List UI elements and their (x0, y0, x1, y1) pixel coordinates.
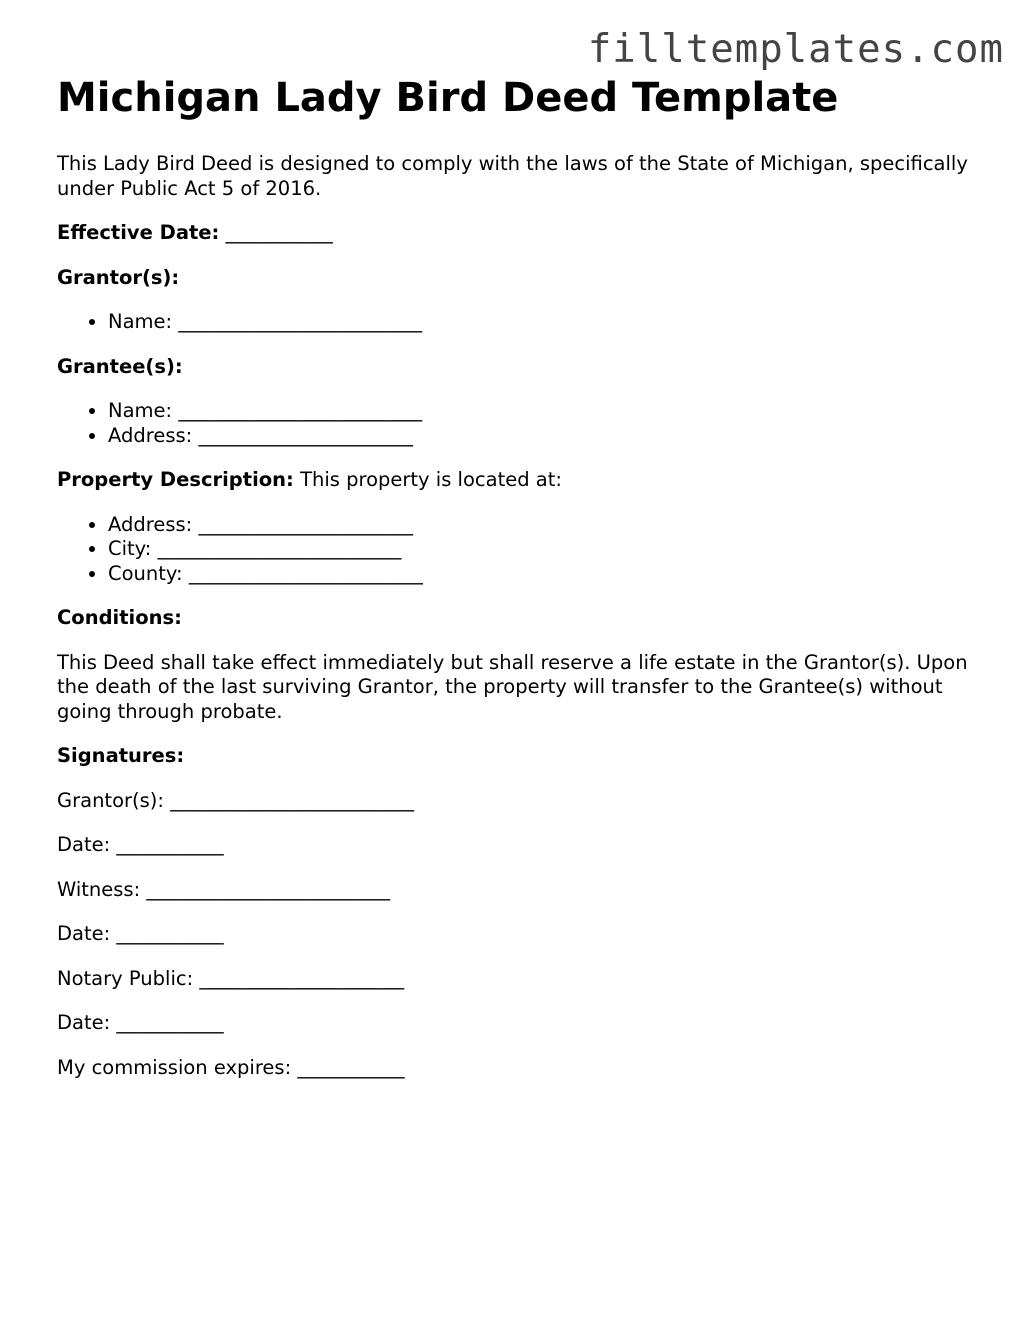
property-address-label: Address: (108, 512, 193, 536)
grantee-name-blank[interactable]: _________________________ (178, 399, 423, 422)
signature-label: Date: (57, 1011, 111, 1034)
signature-blank[interactable]: _________________________ (170, 788, 414, 812)
document-body (57, 74, 987, 1080)
property-city-blank[interactable]: _________________________ (157, 537, 402, 560)
grantees-heading (57, 355, 987, 380)
list-item (108, 399, 987, 424)
list-item (108, 513, 987, 538)
list-item (108, 424, 987, 449)
property-description-line (57, 468, 987, 493)
list-item (108, 537, 987, 562)
signature-blank[interactable]: ___________ (116, 833, 224, 856)
signatures-heading (57, 744, 987, 769)
signature-line-witness-date (57, 922, 987, 947)
signature-label: Date: (57, 833, 111, 856)
property-county-blank[interactable]: ________________________ (188, 561, 423, 585)
signature-blank[interactable]: _________________________ (146, 877, 391, 901)
signature-blank[interactable]: ___________ (297, 1055, 405, 1079)
grantor-name-blank[interactable]: _________________________ (178, 310, 423, 333)
signature-blank[interactable]: ___________ (116, 1011, 224, 1034)
grantors-heading-text: Grantor(s): (57, 265, 180, 289)
property-description-label: Property Description: (57, 468, 294, 491)
signature-line-grantor-date (57, 833, 987, 858)
property-city-label: City: (108, 537, 152, 560)
signature-line-grantor (57, 789, 987, 814)
property-county-label: County: (108, 561, 183, 585)
grantor-name-label: Name: (108, 310, 173, 333)
watermark: filltemplates.com (587, 27, 1004, 72)
property-list (57, 513, 987, 587)
signature-blank[interactable]: ___________ (116, 922, 224, 945)
signature-label: Grantor(s): (57, 788, 164, 812)
signature-blank[interactable]: _____________________ (199, 966, 405, 990)
grantee-address-label: Address: (108, 423, 193, 447)
grantee-address-blank[interactable]: ______________________ (198, 423, 413, 447)
signature-label: Witness: (57, 877, 141, 901)
property-description-text: This property is located at: (300, 468, 562, 491)
page-title: Michigan Lady Bird Deed Template (57, 75, 839, 121)
conditions-paragraph: This Deed shall take effect immediately but shall reserve a life estate in the Grantor(s). Upon the death of the last surviving Grantor, the property will transfer to the Grantee(s) without going through probate. (57, 650, 968, 723)
grantees-list (57, 399, 987, 448)
signatures-heading-text: Signatures: (57, 744, 185, 767)
signature-label: Notary Public: (57, 966, 194, 990)
signature-label: Date: (57, 922, 111, 945)
list-item (108, 562, 987, 587)
effective-date-blank[interactable]: ___________ (225, 221, 333, 244)
signature-label: My commission expires: (57, 1055, 292, 1079)
conditions-heading-text: Conditions: (57, 606, 182, 629)
effective-date-label: Effective Date: (57, 221, 220, 244)
grantors-list (57, 310, 987, 335)
grantee-name-label: Name: (108, 399, 173, 422)
intro-paragraph: This Lady Bird Deed is designed to comply with the laws of the State of Michigan, specifically under Public Act 5 of 2016. (57, 152, 968, 200)
signature-line-commission (57, 1056, 987, 1081)
property-address-blank[interactable]: ______________________ (198, 512, 413, 536)
list-item (108, 310, 987, 335)
signature-line-notary (57, 967, 987, 992)
signature-line-witness (57, 878, 987, 903)
conditions-heading (57, 606, 987, 631)
grantors-heading (57, 266, 987, 291)
effective-date-line (57, 221, 987, 246)
grantees-heading-text: Grantee(s): (57, 354, 183, 378)
signature-line-notary-date (57, 1011, 987, 1036)
